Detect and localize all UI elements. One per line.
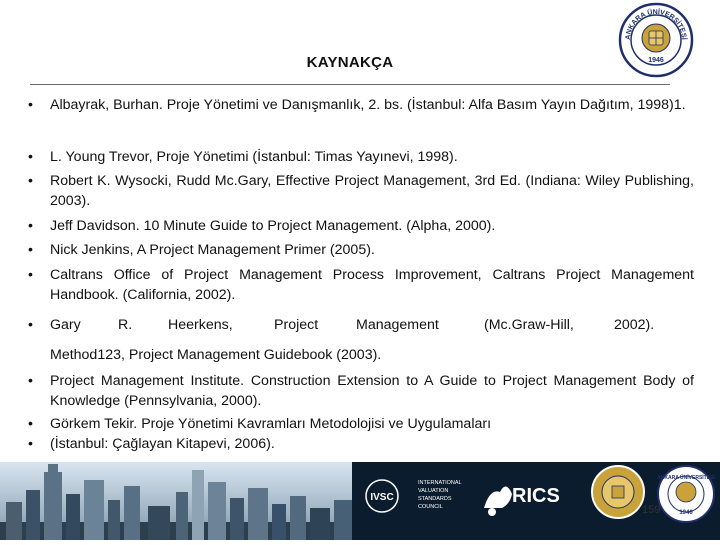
reference-text: Caltrans Office of Project Management Process Improvement, Caltrans Project Management Handbook. (California, 2002). — [50, 267, 694, 303]
university-logos-footer — [582, 462, 720, 540]
footer-banner — [0, 462, 720, 540]
logo-arc-text: ANKARA ÜNİVERSİTESİ — [624, 8, 688, 41]
page-number: 159 — [642, 504, 661, 516]
reference-word: 2002). — [614, 317, 655, 333]
bullet: • — [28, 97, 33, 113]
reference-word: Heerkens, — [168, 317, 233, 333]
reference-word: Management — [356, 317, 439, 333]
reference-text: Jeff Davidson. 10 Minute Guide to Project Management. (Alpha, 2000). — [50, 218, 496, 234]
bullet: • — [28, 436, 33, 452]
bullet: • — [28, 218, 33, 234]
reference-text: (İstanbul: Çağlayan Kitapevi, 2006). — [50, 436, 275, 452]
reference-text: Project Management Institute. Construction Extension to A Guide to Project Management Body of Knowledge (Pennsylvania, 2000). — [50, 373, 694, 409]
bullet: • — [28, 149, 33, 165]
reference-word: Project — [274, 317, 319, 333]
ivsc-mark: IVSC — [370, 492, 394, 503]
ivsc-text-line: VALUATION — [418, 488, 449, 494]
ivsc-text-line: INTERNATIONAL — [418, 480, 462, 486]
bullet: • — [28, 267, 33, 283]
logo-year: 1946 — [648, 57, 664, 64]
reference-text: Albayrak, Burhan. Proje Yönetimi ve Danışmanlık, 2. bs. (İstanbul: Alfa Basım Yayın Dağıtım, 1998)1. — [50, 97, 686, 113]
ivsc-text-line: STANDARDS — [418, 496, 452, 502]
ivsc-text-line: COUNCIL — [418, 504, 443, 510]
footer-logo-year: 1946 — [679, 510, 693, 516]
ivsc-logo — [352, 462, 470, 540]
bullet: • — [28, 373, 33, 389]
bullet: • — [28, 173, 33, 189]
reference-text: Nick Jenkins, A Project Management Primer (2005). — [50, 242, 375, 258]
reference-word: Gary — [50, 317, 81, 333]
reference-word: R. — [118, 317, 133, 333]
bullet: • — [28, 242, 33, 258]
reference-text: Görkem Tekir. Proje Yönetimi Kavramları Metodolojisi ve Uygulamaları — [50, 416, 492, 432]
reference-text: L. Young Trevor, Proje Yönetimi (İstanbul: Timas Yayınevi, 1998). — [50, 149, 458, 165]
bullet: • — [28, 317, 33, 333]
title-divider — [30, 84, 670, 85]
footer-logo-arc-text: ANKARA ÜNİVERSİTESİ — [657, 475, 715, 481]
reference-text: Robert K. Wysocki, Rudd Mc.Gary, Effective Project Management, 3rd Ed. (Indiana: Wiley Publishing, 2003). — [50, 173, 694, 209]
rics-mark: RICS — [512, 485, 560, 507]
bullet: • — [28, 416, 33, 432]
rics-logo — [470, 462, 582, 540]
reference-text: Method123, Project Management Guidebook (2003). — [50, 347, 382, 363]
city-skyline-image — [0, 462, 352, 540]
page-title: KAYNAKÇA — [306, 54, 394, 71]
reference-word: (Mc.Graw-Hill, — [484, 317, 574, 333]
